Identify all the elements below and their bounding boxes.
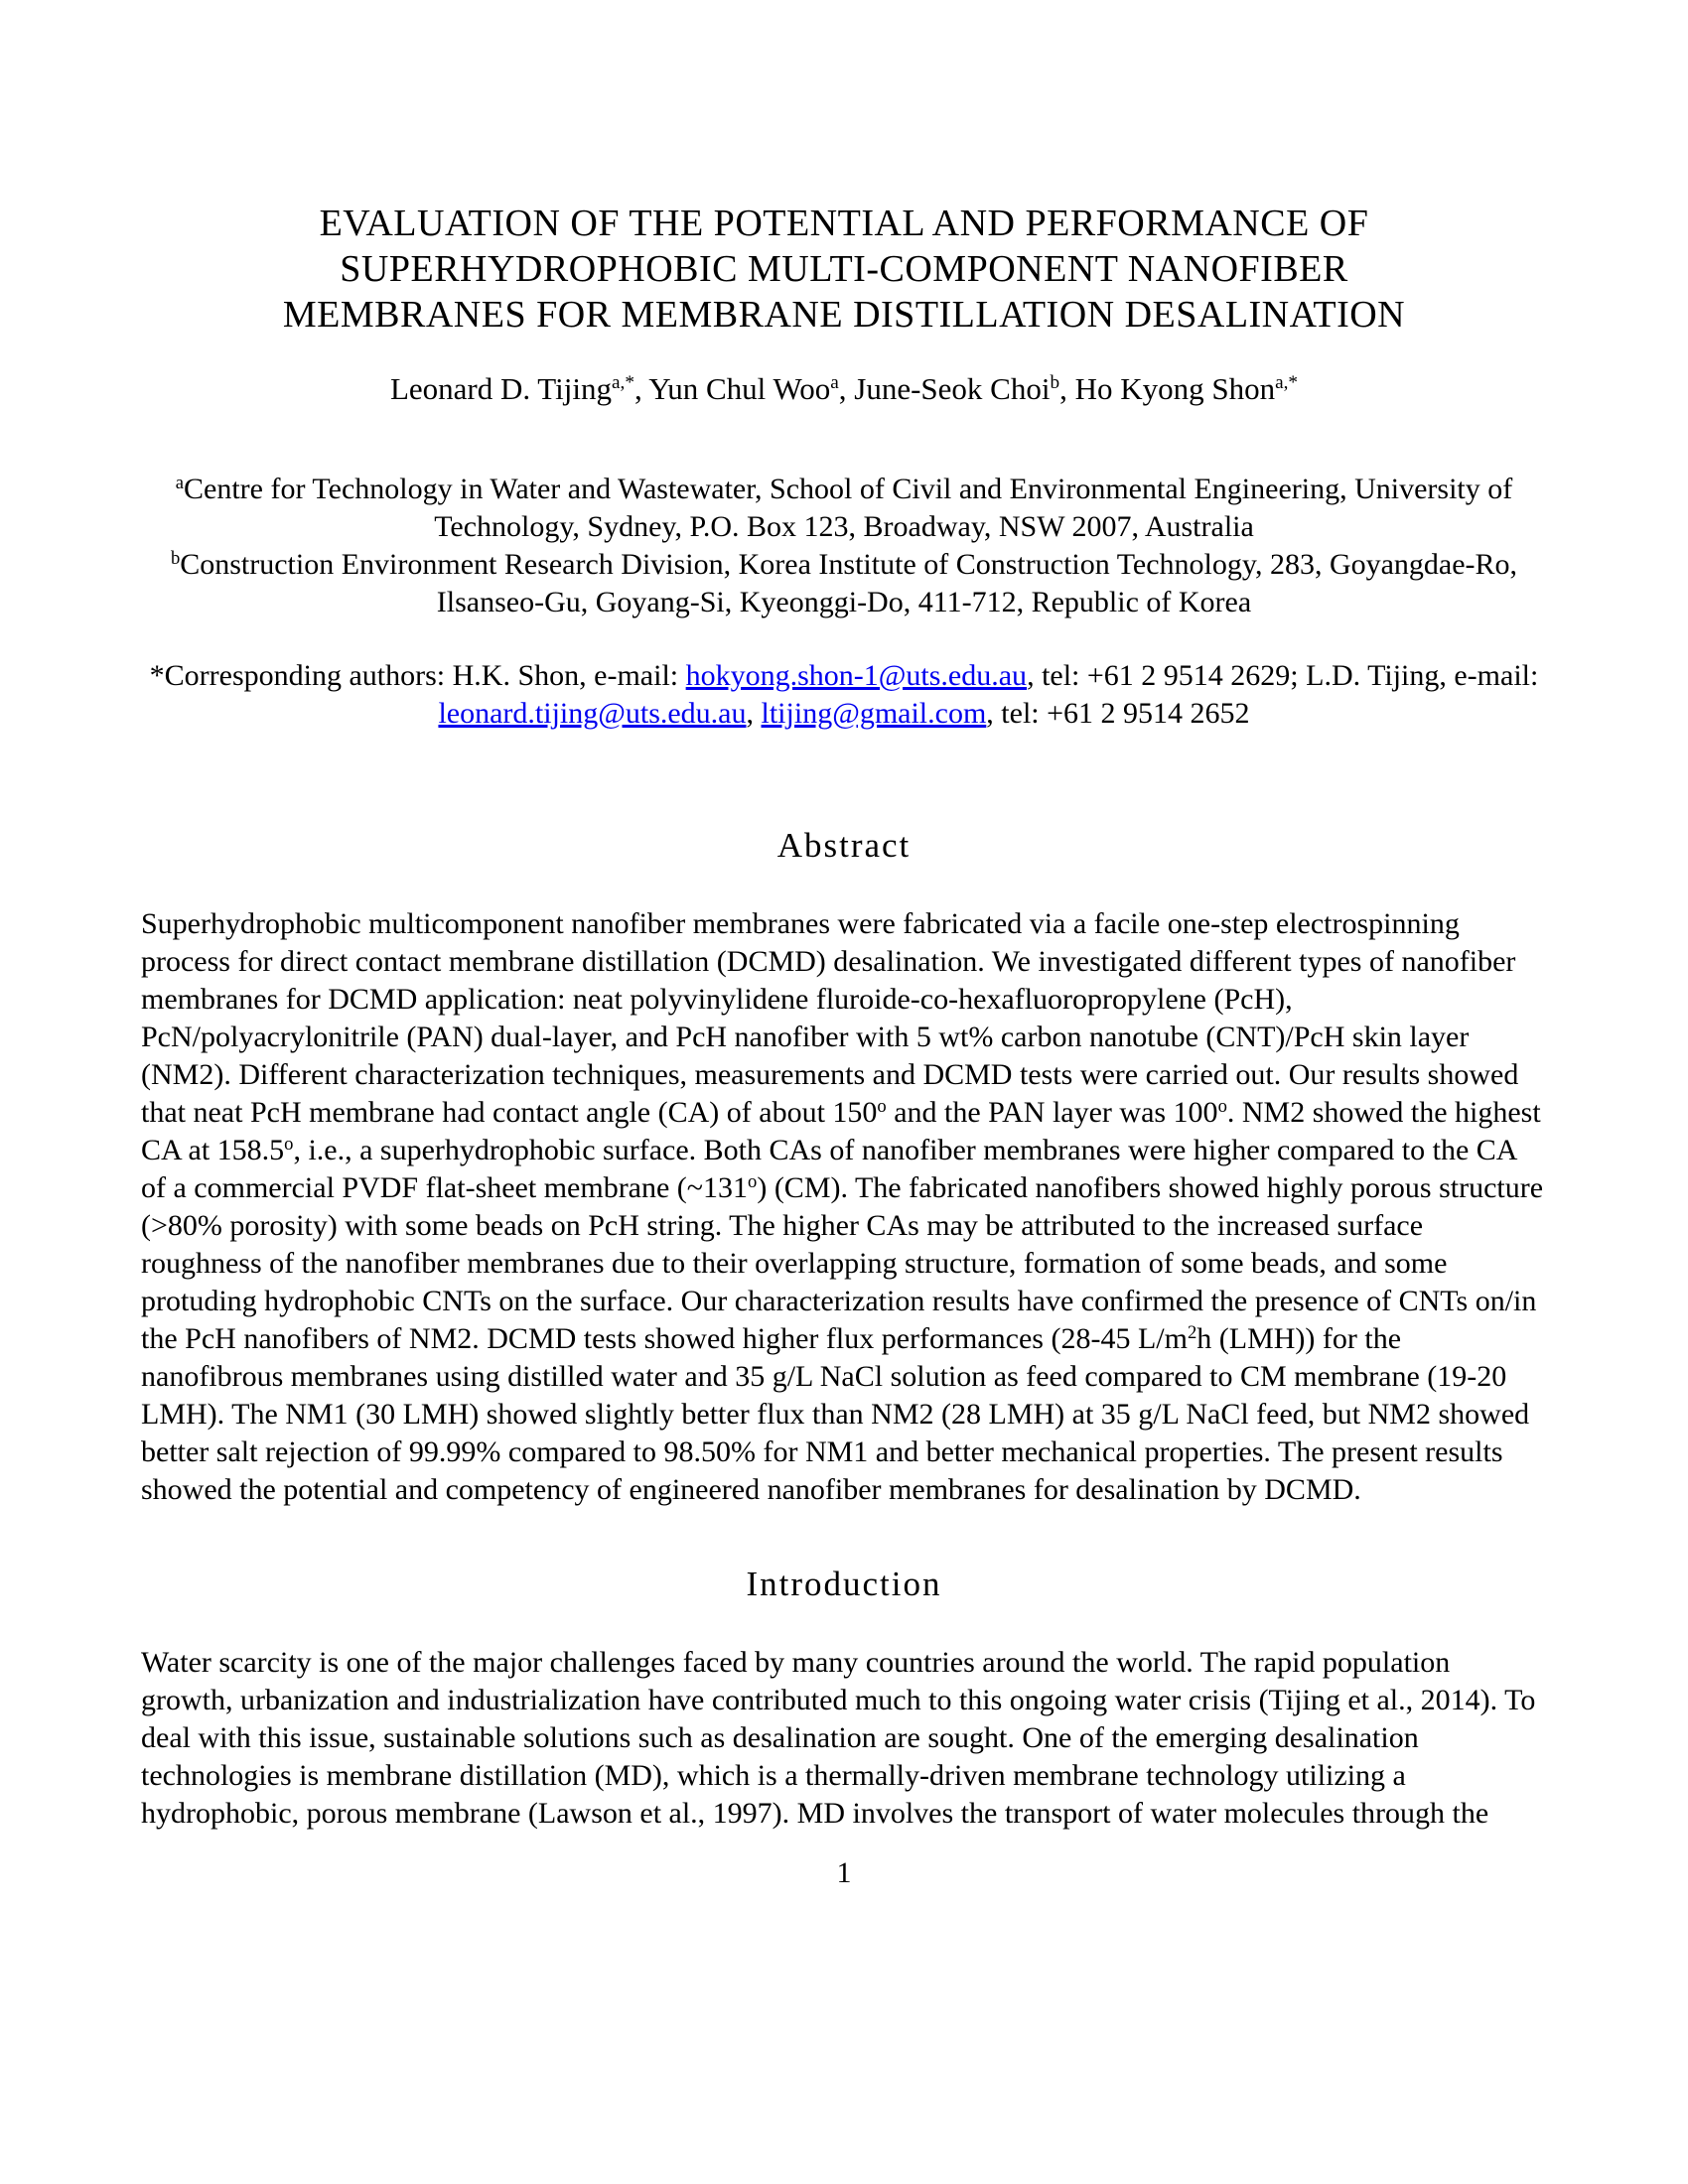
- text-segment: ,: [746, 697, 762, 730]
- superscript: a: [830, 372, 839, 394]
- affiliation-a: [141, 471, 1547, 546]
- abstract-heading: Abstract: [776, 826, 912, 865]
- text-segment: , i.e., a superhydrophobic surface. Both CAs of nanofiber membranes were higher compared to the CA of a commercial PVDF flat-sheet membrane (~131: [141, 1134, 1516, 1204]
- superscript: b: [1050, 372, 1060, 394]
- affiliations-block: [141, 471, 1547, 621]
- text-segment: ) (CM). The fabricated nanofibers showed highly porous structure (>80% porosity) with some beads on PcH string. The higher CAs may be attributed to the increased surface roughness of the nanofiber membranes due to their overlapping structure, formation of some beads, and some protuding hydrophobic CNTs on the surface. Our characterization results have confirmed the presence of CNTs on/in the PcH nanofibers of NM2. DCMD tests showed higher flux performances (28-45 L/m: [141, 1171, 1544, 1355]
- email-link[interactable]: ltijing@gmail.com: [761, 697, 987, 730]
- superscript: o: [1217, 1095, 1227, 1117]
- superscript: o: [284, 1133, 294, 1155]
- superscript: a,*: [612, 372, 634, 394]
- text-segment: , tel: +61 2 9514 2652: [986, 697, 1250, 730]
- corresponding-authors: [141, 657, 1547, 733]
- superscript: 2: [1187, 1321, 1197, 1343]
- text-segment: , Yun Chul Woo: [633, 371, 831, 406]
- text-segment: , June-Seok Choi: [838, 371, 1051, 406]
- text-segment: Superhydrophobic multicomponent nanofiber membranes were fabricated via a facile one-step electrospinning process for direct contact membrane distillation (DCMD) desalination. We investigated different types of nanofiber membranes for DCMD application: neat polyvinylidene fluroide-co-hexafluoropropylene (PcH), PcN/polyacrylonitrile (PAN) dual-layer, and PcH nanofiber with 5 wt% carbon nanotube (CNT)/PcH skin layer (NM2). Different characterization techniques, measurements and DCMD tests were carried out. Our results showed that neat PcH membrane had contact angle (CA) of about 150: [141, 907, 1519, 1129]
- text-segment: h (LMH)) for the nanofibrous membranes using distilled water and 35 g/L NaCl solution as feed compared to CM membrane (19-20 LMH). The NM1 (30 LMH) showed slightly better flux than NM2 (28 LMH) at 35 g/L NaCl feed, but NM2 showed better salt rejection of 99.99% compared to 98.50% for NM1 and better mechanical properties. The present results showed the potential and competency of engineered nanofiber membranes for desalination by DCMD.: [141, 1322, 1530, 1506]
- introduction-paragraph: Water scarcity is one of the major challenges faced by many countries around the world. The rapid population growth, urbanization and industrialization have contributed much to this ongoing water crisis (Tijing et al., 2014). To deal with this issue, sustainable solutions such as desalination are sought. One of the emerging desalination technologies is membrane distillation (MD), which is a thermally-driven membrane technology utilizing a hydrophobic, porous membrane (Lawson et al., 1997). MD involves the transport of water molecules through the: [141, 1646, 1536, 1830]
- superscript: a,*: [1275, 372, 1299, 394]
- superscript: b: [170, 547, 181, 569]
- authors-line: [141, 369, 1547, 409]
- email-link[interactable]: leonard.tijing@uts.edu.au: [438, 697, 747, 730]
- superscript: a: [175, 472, 185, 493]
- text-segment: , tel: +61 2 9514 2629; L.D. Tijing, e-mail:: [1027, 659, 1539, 692]
- page-number: 1: [836, 1856, 852, 1889]
- introduction-heading: Introduction: [746, 1565, 942, 1603]
- text-segment: Leonard D. Tijing: [389, 371, 612, 406]
- page-content: [141, 0, 1547, 1892]
- paper-title: [141, 201, 1547, 338]
- text-segment: *Corresponding authors: H.K. Shon, e-mail:: [149, 659, 686, 692]
- abstract-paragraph: [141, 905, 1547, 1509]
- superscript: o: [748, 1170, 758, 1192]
- email-link[interactable]: hokyong.shon-1@uts.edu.au: [685, 659, 1028, 692]
- text-segment: . NM2 showed the highest CA at 158.5: [141, 1096, 1541, 1166]
- title-line-3: MEMBRANES FOR MEMBRANE DISTILLATION DESALINATION: [282, 294, 1406, 336]
- title-line-1: EVALUATION OF THE POTENTIAL AND PERFORMANCE OF: [319, 203, 1369, 244]
- text-segment: and the PAN layer was 100: [886, 1096, 1218, 1129]
- title-line-2: SUPERHYDROPHOBIC MULTI-COMPONENT NANOFIBER: [340, 248, 1348, 290]
- text-segment: , Ho Kyong Shon: [1059, 371, 1276, 406]
- affiliation-b: [141, 546, 1547, 621]
- text-segment: Construction Environment Research Division, Korea Institute of Construction Technology, 283, Goyangdae-Ro, Ilsanseo-Gu, Goyang-Si, Kyeonggi-Do, 411-712, Republic of Korea: [180, 548, 1518, 618]
- text-segment: Centre for Technology in Water and Wastewater, School of Civil and Environmental Engineering, University of Technology, Sydney, P.O. Box 123, Broadway, NSW 2007, Australia: [184, 473, 1513, 543]
- superscript: o: [877, 1095, 887, 1117]
